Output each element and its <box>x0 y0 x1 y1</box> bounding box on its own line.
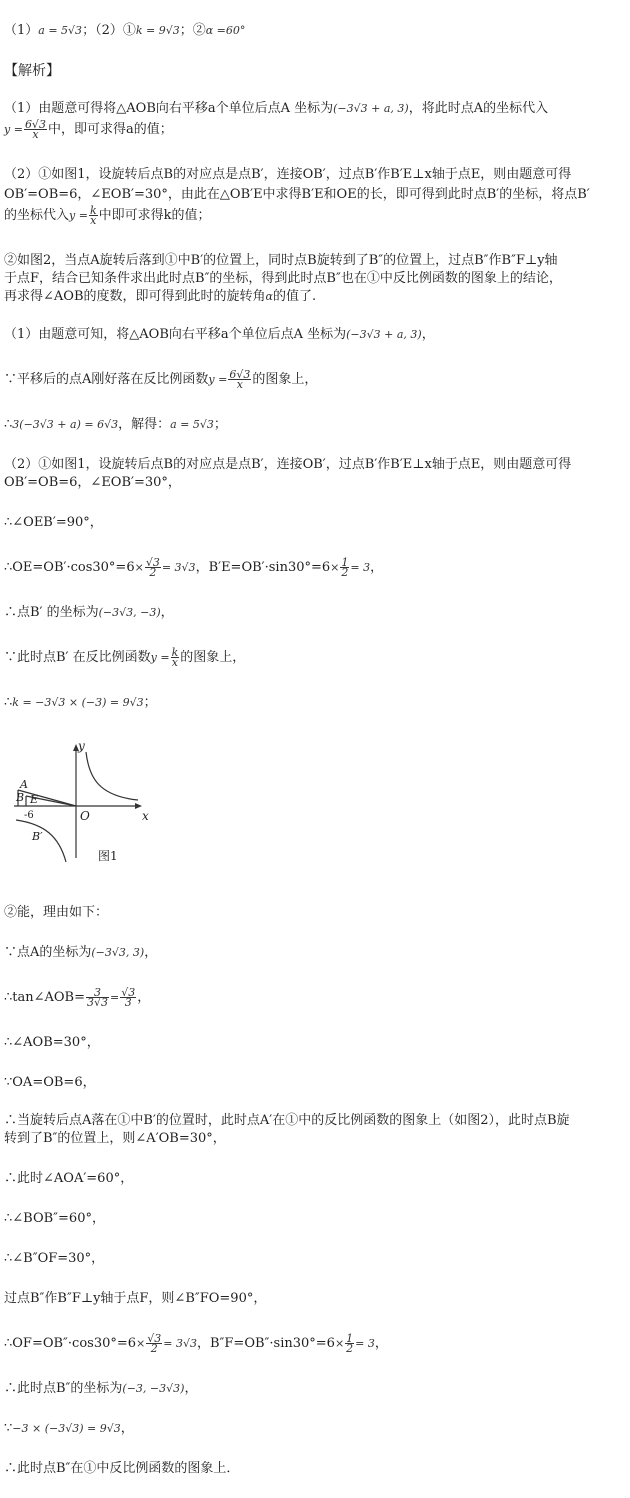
solution-line-6: ∴∠OEB′=90°， <box>4 515 103 530</box>
fraction: $\frac{k}{x}$ <box>171 646 179 669</box>
label-x: x <box>142 809 149 823</box>
label-tick: -6 <box>24 810 34 821</box>
analysis-line-6: ②如图2，当点A旋转后落到①中B′的位置上，同时点B旋转到了B″的位置上，过点B″作B″F⊥y轴 <box>4 253 558 268</box>
fraction: $\frac{√3}{2}$ <box>147 1332 162 1355</box>
part2-line-7: 转到了B″的位置上，则∠A′OB=30°， <box>4 1131 226 1146</box>
part2-line-13: ∴此时点B″的坐标为(−3, −3√3)， <box>4 1381 198 1396</box>
analysis-line-2: y = $\frac{6√3}{x}$ 中，即可求得a的值； <box>4 118 173 141</box>
fraction: $\frac{6√3}{x}$ <box>229 368 251 391</box>
label-b: B <box>16 791 25 804</box>
part2-line-5: ∵OA=OB=6， <box>4 1075 96 1090</box>
part2-line-12: ∴OF=OB″·cos30°=6× $\frac{√3}{2}$ = 3√3，B″F=OB″·sin30°=6× $\frac{1}{2}$ = 3， <box>4 1332 388 1355</box>
solution-line-1: （1）由题意可知，将△AOB向右平移a个单位后点A 坐标为(−3√3 + a, 3)， <box>4 327 435 342</box>
analysis-line-1: （1）由题意可得将△AOB向右平移a个单位后点A 坐标为(−3√3 + a, 3)，将此时点A的坐标代入 <box>4 101 549 116</box>
label-y: y <box>78 739 85 753</box>
part2-line-1: ②能，理由如下： <box>4 905 109 920</box>
part2-line-4: ∴∠AOB=30°， <box>4 1035 100 1050</box>
solution-line-4: （2）①如图1，设旋转后点B的对应点是点B′，连接OB′，过点B′作B′E⊥x轴于点E，则由题意可得 <box>4 457 572 472</box>
solution-line-5: OB′=OB=6，∠EOB′=30°， <box>4 475 181 490</box>
fraction: $\frac{√3}{3}$ <box>121 986 136 1009</box>
analysis-line-8: 再求得∠AOB的度数，即可得到此时的旋转角α的值了. <box>4 289 317 304</box>
part2-line-15: ∴此时点B″在①中反比例函数的图象上． <box>4 1461 240 1476</box>
solution-line-9: ∵此时点B′ 在反比例函数y = $\frac{k}{x}$ 的图象上， <box>4 646 246 669</box>
triangle-side-ao <box>18 790 76 806</box>
fraction: $\frac{3}{3√3}$ <box>87 986 109 1009</box>
fraction: $\frac{k}{x}$ <box>89 204 97 227</box>
fraction: $\frac{6√3}{x}$ <box>24 118 46 141</box>
part2-line-10: ∴∠B″OF=30°， <box>4 1251 105 1266</box>
analysis-line-7: 于点F，结合已知条件求出此时点B″的坐标，得到此时点B″也在①中反比例函数的图象上的结论， <box>4 271 562 286</box>
solution-line-7: ∴OE=OB′·cos30°=6× $\frac{√3}{2}$ = 3√3，B′E=OB′·sin30°=6× $\frac{1}{2}$ = 3， <box>4 556 384 579</box>
solution-line-8: ∴点B′ 的坐标为(−3√3, −3)， <box>4 605 174 620</box>
part2-line-6: ∴当旋转后点A落在①中B′的位置时，此时点A′在①中的反比例函数的图象上（如图2），此时点B旋 <box>4 1113 570 1128</box>
part2-line-8: ∴此时∠AOA′=60°， <box>4 1171 134 1186</box>
analysis-line-3: （2）①如图1，设旋转后点B的对应点是点B′，连接OB′，过点B′作B′E⊥x轴于点E，则由题意可得 <box>4 167 572 182</box>
x-axis-arrow <box>135 803 142 809</box>
part2-line-11: 过点B″作B″F⊥y轴于点F，则∠B″FO=90°， <box>4 1291 267 1306</box>
fraction: $\frac{1}{2}$ <box>346 1332 354 1355</box>
part2-line-9: ∴∠BOB″=60°， <box>4 1211 105 1226</box>
analysis-line-4: OB′=OB=6，∠EOB′=30°，由此在△OB′E中求得B′E和OE的长，即可得到此时点B′的坐标，将点B′ <box>4 187 590 202</box>
solution-line-10: ∴k = −3√3 × (−3) = 9√3； <box>4 695 157 710</box>
figure-caption: 图1 <box>98 849 118 863</box>
label-e: E <box>30 793 39 806</box>
solution-line-3: ∴3(−3√3 + a) = 6√3，解得：a = 5√3； <box>4 417 227 432</box>
label-a: A <box>20 778 28 791</box>
analysis-line-5: 的坐标代入y = $\frac{k}{x}$ 中即可求得k的值； <box>4 204 211 227</box>
part2-line-3: ∴tan∠AOB= $\frac{3}{3√3}$ = $\frac{√3}{3}$ ， <box>4 986 151 1009</box>
label-origin: O <box>80 809 90 823</box>
figure-1 <box>14 738 154 866</box>
part2-line-2: ∵点A的坐标为(−3√3, 3)， <box>4 945 158 960</box>
part2-line-14: ∵−3 × (−3√3) = 9√3， <box>4 1421 134 1436</box>
label-b-prime: B′ <box>32 830 43 843</box>
fraction: $\frac{1}{2}$ <box>341 556 349 579</box>
analysis-heading: 【解析】 <box>4 63 60 79</box>
solution-line-2: ∵平移后的点A刚好落在反比例函数y = $\frac{6√3}{x}$ 的图象上， <box>4 368 318 391</box>
hyperbola-branch-upper <box>86 752 138 800</box>
fraction: $\frac{√3}{2}$ <box>145 556 160 579</box>
answer-line: （1）a = 5√3；（2）①k = 9√3；②α =60° <box>4 23 246 38</box>
